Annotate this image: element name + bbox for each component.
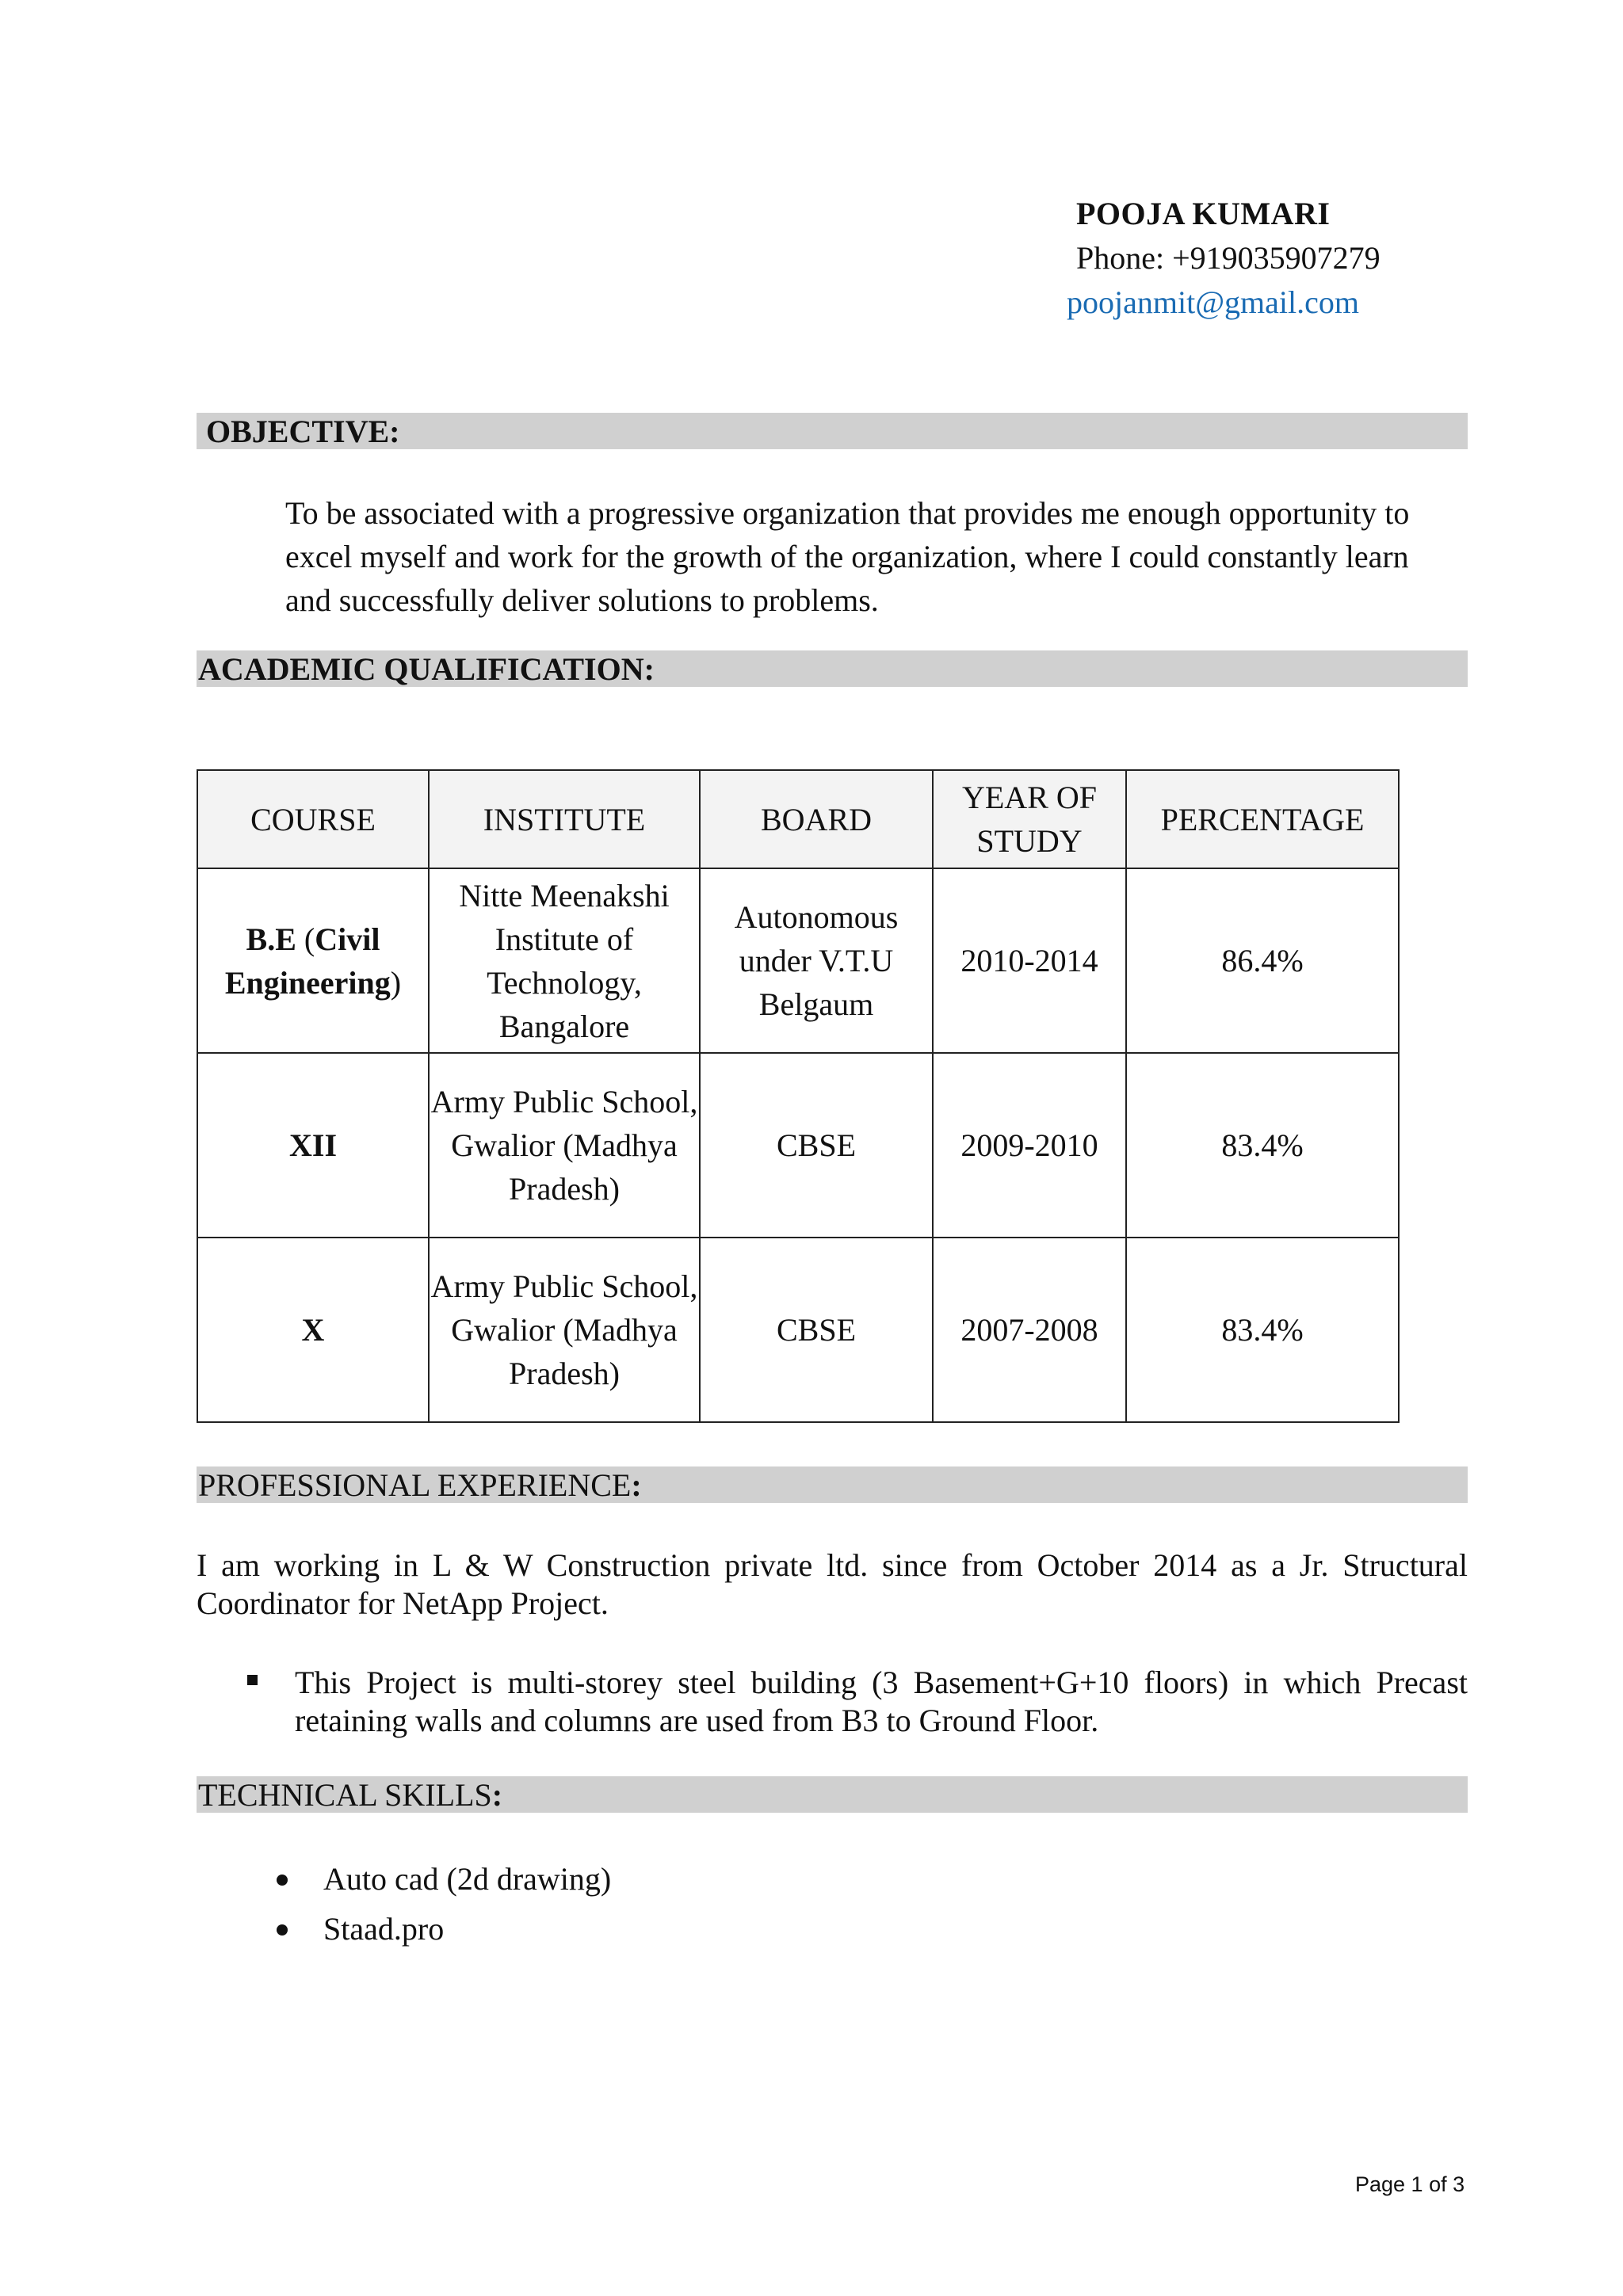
column-header-percentage: PERCENTAGE	[1126, 770, 1399, 868]
candidate-name: POOJA KUMARI	[1076, 196, 1331, 231]
table-row	[197, 1053, 1399, 1238]
academic-table	[197, 769, 1400, 1423]
square-bullet-icon	[247, 1675, 258, 1685]
academic-section-header	[197, 650, 1468, 687]
objective-text: To be associated with a progressive organization that provides me enough opportunity to excel myself and work for the growth of the organization, where I could constantly learn and successfully deliver solutions to problems.	[285, 495, 1410, 618]
year-cell: 2009-2010	[933, 1053, 1126, 1238]
table-row	[197, 868, 1399, 1053]
column-header-course: COURSE	[197, 770, 429, 868]
year-cell: 2007-2008	[933, 1238, 1126, 1422]
bullet-dot-icon	[277, 1924, 288, 1936]
skills-section-header	[197, 1776, 1468, 1813]
course-cell: XII	[197, 1053, 429, 1238]
phone-number: Phone: +919035907279	[1076, 240, 1381, 276]
experience-text: I am working in L & W Construction private ltd. since from October 2014 as a Jr. Structural Coordinator for NetApp Project.	[197, 1547, 1468, 1621]
board-cell: CBSE	[700, 1238, 933, 1422]
table-header-row	[197, 770, 1399, 868]
percentage-cell: 83.4%	[1126, 1238, 1399, 1422]
page-number: Page 1 of 3	[1355, 2172, 1465, 2196]
column-header-institute: INSTITUTE	[429, 770, 700, 868]
course-cell: B.E (Civil Engineering)	[197, 868, 429, 1053]
skill-item: Staad.pro	[323, 1911, 445, 1947]
board-cell: Autonomous under V.T.U Belgaum	[700, 868, 933, 1053]
objective-section-header	[197, 413, 1468, 449]
objective-heading: OBJECTIVE:	[206, 414, 400, 449]
bullet-dot-icon	[277, 1875, 288, 1886]
institute-cell: Army Public School, Gwalior (Madhya Pradesh)	[429, 1238, 700, 1422]
skill-item: Auto cad (2d drawing)	[323, 1861, 612, 1897]
institute-cell: Army Public School, Gwalior (Madhya Pradesh)	[429, 1053, 700, 1238]
table-row	[197, 1238, 1399, 1422]
skills-heading: TECHNICAL SKILLS:	[198, 1777, 503, 1813]
institute-cell: Nitte Meenakshi Institute of Technology, Bangalore	[429, 868, 700, 1053]
experience-bullet: This Project is multi-storey steel building (3 Basement+G+10 floors) in which Precast retaining walls and columns are used from B3 to Ground Floor.	[295, 1665, 1468, 1738]
year-cell: 2010-2014	[933, 868, 1126, 1053]
experience-section-header	[197, 1466, 1468, 1503]
academic-heading: ACADEMIC QUALIFICATION:	[198, 651, 655, 687]
email-link[interactable]: poojanmit@gmail.com	[1067, 284, 1360, 320]
percentage-cell: 86.4%	[1126, 868, 1399, 1053]
course-cell: X	[197, 1238, 429, 1422]
experience-heading: PROFESSIONAL EXPERIENCE:	[198, 1467, 642, 1503]
percentage-cell: 83.4%	[1126, 1053, 1399, 1238]
board-cell: CBSE	[700, 1053, 933, 1238]
column-header-year: YEAR OF STUDY	[933, 770, 1126, 868]
column-header-board: BOARD	[700, 770, 933, 868]
